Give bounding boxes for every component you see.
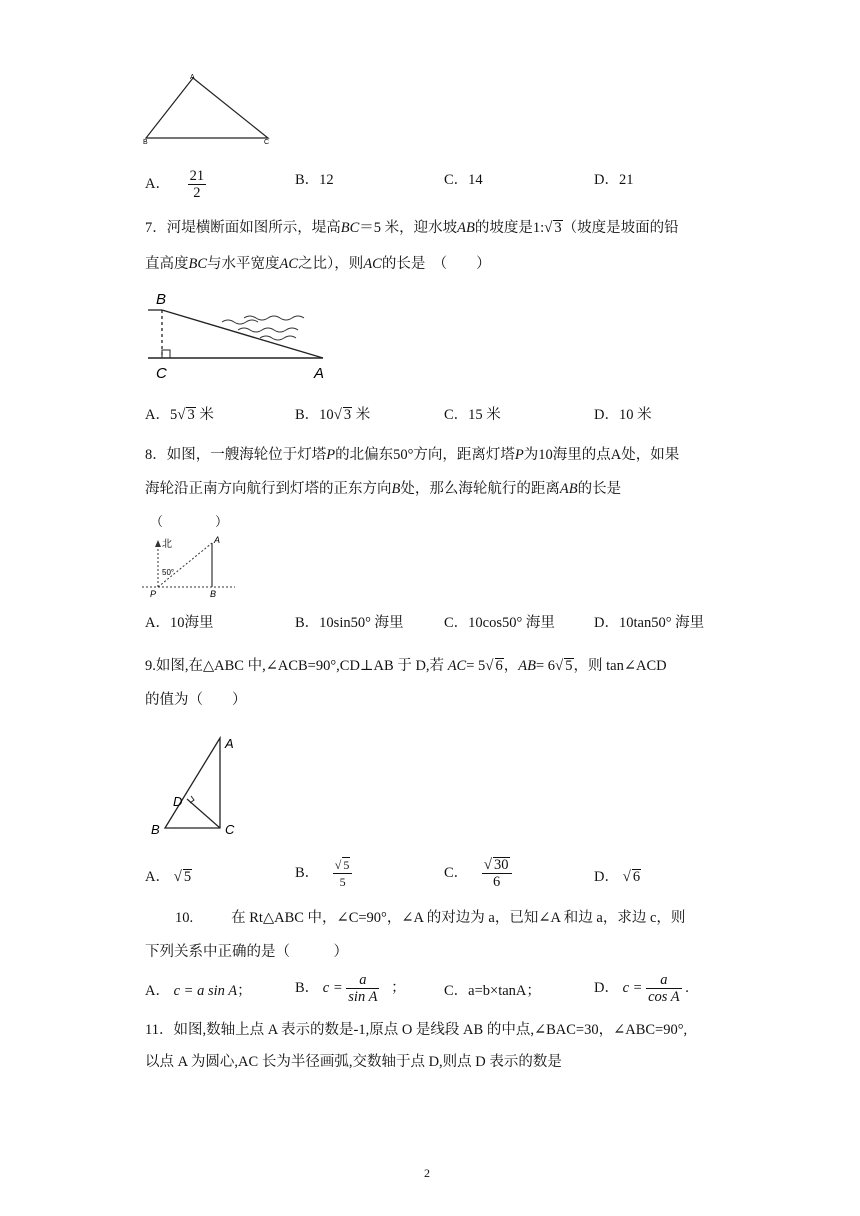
q7-stem-line-2: 直高度BC与水平宽度AC之比），则AC的长是 （ ） (145, 256, 491, 272)
q8-lighthouse-figure (140, 535, 250, 605)
q6-option-c: C．14 (444, 172, 483, 188)
q10-option-d-fraction: $\frac{a}{\text{cos A}}$ (648, 972, 680, 1005)
q8-option-c: C．10cos50° 海里 (444, 615, 555, 631)
q8-label-b: B (210, 589, 217, 599)
q9-option-c: C． $\frac{√ 30}{6}$ (444, 857, 512, 890)
q9-label-c: C (225, 822, 235, 837)
q11-stem-line-1: 11．如图,数轴上点 A 表示的数是-1,原点 O 是线段 AB 的中点,∠BAC=30，∠ABC=90°, (145, 1022, 688, 1038)
q9-stem-line-1: 9.如图,在△ABC 中,∠ACB=90°,CD⊥AB 于 D,若 AC= 5√ 6，AB= 6√ 5，则 tan∠ACD (145, 658, 667, 674)
q8-stem-line-1: 8．如图，一艘海轮位于灯塔P的北偏东50°方向，距离灯塔P为10海里的点A处，如果 (145, 447, 680, 463)
q6-option-b: B．12 (295, 172, 334, 188)
q9-option-b: B． $\frac{√ 5}{5}$ (295, 857, 352, 890)
q10-option-a: A． c = a sin A； (145, 983, 252, 999)
q9-option-b-fraction: $\frac{√ 5}{5}$ (333, 857, 353, 890)
q7-label-c: C (156, 365, 167, 382)
q9-option-c-fraction: $\frac{√ 30}{6}$ (482, 857, 512, 890)
q10-option-c: C．a=b×tanA； (444, 983, 541, 999)
page-number: 2 (424, 1166, 430, 1180)
q10-stem-line-1: 10. 在 Rt△ABC 中，∠C=90°，∠A 的对边为 a，已知∠A 和边 a，求边 c，则 (175, 910, 686, 926)
q7-stem-line-1: 7．河堤横断面如图所示，堤高BC＝5 米，迎水坡AB的坡度是1:√ 3（坡度是坡面的铅 (145, 220, 679, 236)
q6-label-c: C (264, 139, 270, 146)
q9-triangle-figure (145, 730, 255, 840)
q6-option-a: A． $\frac{21}{2}$ (145, 168, 205, 201)
q6-triangle-figure (140, 70, 280, 150)
q10-stem-line-2: 下列关系中正确的是（ ） (145, 944, 348, 960)
q9-option-d: D． √ 6 (594, 869, 641, 885)
q6-option-a-fraction: $\frac{21}{2}$ (189, 168, 205, 201)
q9-label-d: D (173, 794, 183, 809)
q7-option-c: C．15 米 (444, 407, 501, 423)
q10-option-b-fraction: $\frac{a}{\text{sin A}}$ (348, 972, 378, 1005)
q9-label-b: B (151, 822, 160, 837)
q8-answer-bracket: （ ） (150, 514, 229, 529)
q9-label-a: A (225, 736, 234, 751)
q8-option-d: D．10tan50° 海里 (594, 615, 705, 631)
q8-north-label: 北 (162, 539, 172, 550)
q7-option-d: D．10 米 (594, 407, 652, 423)
q6-label-a: A (190, 74, 195, 81)
q9-option-a: A． √ 5 (145, 869, 192, 885)
q7-embankment-figure (140, 288, 340, 383)
q8-option-a: A．10海里 (145, 615, 214, 631)
q9-stem-line-2: 的值为（ ） (145, 692, 247, 708)
q8-angle-label: 50° (162, 568, 175, 577)
q7-option-a: A．5√ 3 米 (145, 407, 214, 423)
q10-option-b: B． c = $\frac{a}{\text{sin A}}$ ； (295, 972, 406, 1005)
q11-stem-line-2: 以点 A 为圆心,AC 长为半径画弧,交数轴于点 D,则点 D 表示的数是 (145, 1054, 562, 1070)
q6-option-d: D．21 (594, 172, 634, 188)
q6-label-b: B (143, 139, 148, 146)
q10-option-d: D． c = $\frac{a}{\text{cos A}}$ . (594, 972, 689, 1005)
q8-label-p: P (150, 589, 157, 599)
q8-label-a: A (214, 535, 221, 545)
q8-stem-line-2: 海轮沿正南方向航行到灯塔的正东方向B处，那么海轮航行的距离AB的长是 (145, 481, 622, 497)
q7-label-b: B (156, 291, 167, 308)
q8-option-b: B．10sin50° 海里 (295, 615, 404, 631)
q7-option-b: B．10√ 3 米 (295, 407, 371, 423)
q7-label-a: A (314, 365, 325, 382)
